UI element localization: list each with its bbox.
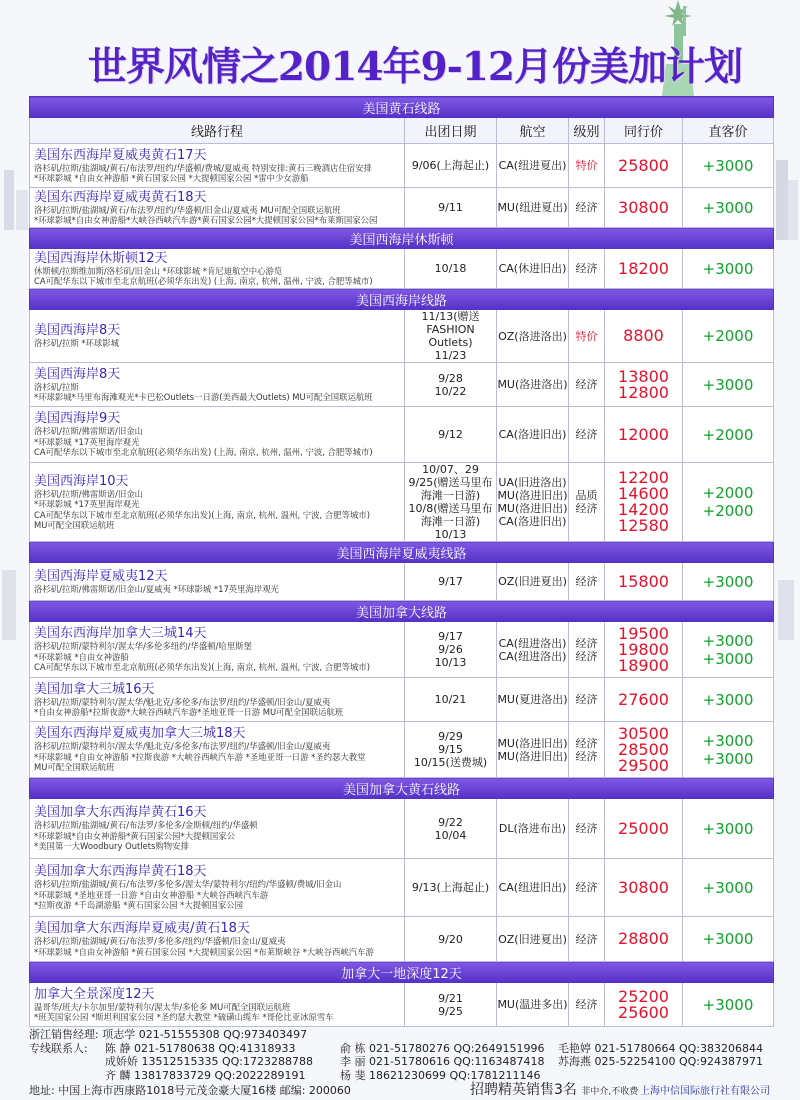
direct-price: +3000 +3000	[683, 722, 774, 778]
route-details: 洛杉矶/拉斯/盐湖城/黄石/布法罗/纽约/华盛顿/旧金山/夏威夷 MU可配全国联运航班 *环球影城*自由女神游船*大峡谷西峡汽车游*黄石国家公园*大提顿国家公园*布莱斯国家公园	[34, 204, 378, 225]
direct-price: +2000	[683, 310, 774, 363]
section-title: 美国加拿大黄石线路	[30, 778, 774, 799]
airline: MU(温进多出)	[497, 983, 569, 1027]
route-name: 美国加拿大东西海岸夏威夷/黄石18天	[34, 921, 250, 936]
route-details: 洛杉矶/拉斯/佛雷斯诺/旧金山 *环球影城 *17英里海岸观光 CA可配华东以下城市至北京航班(必须华东出发)(上海, 南京, 杭州, 温州, 宁波, 合肥等城市) MU可配全国联运航班	[34, 488, 371, 530]
contact-row	[29, 1069, 779, 1083]
city-skyline-left	[0, 150, 32, 650]
section-header-row	[30, 542, 774, 563]
route-details: 洛杉矶/拉斯/佛雷斯诺/旧金山 *环球影城 *17英里海岸观光 CA可配华东以下城市至北京航班(必须华东出发) (上海, 南京, 杭州, 温州, 宁波, 合肥等城市)	[34, 426, 373, 458]
airline: MU(洛进旧出) MU(洛进旧出)	[497, 722, 569, 778]
departure-dates: 9/20	[405, 917, 497, 962]
class-level: 经济 经济	[569, 722, 605, 778]
direct-price: +3000 +3000	[683, 622, 774, 678]
airline: OZ(洛进洛出)	[497, 310, 569, 363]
route-description	[30, 188, 405, 228]
contact-entry: 苏海燕 025-52254100 QQ:924387971	[558, 1055, 763, 1068]
company-name: 上海中信国际旅行社有限公司	[640, 1086, 770, 1097]
departure-dates: 9/11	[405, 188, 497, 228]
column-header: 线路行程	[30, 118, 405, 144]
route-description	[30, 144, 405, 188]
direct-price: +3000	[683, 363, 774, 407]
route-description	[30, 983, 405, 1027]
departure-dates: 11/13(赠送FASHION Outlets) 11/23	[405, 310, 497, 363]
section-title: 加拿大一地深度12天	[30, 962, 774, 983]
section-title: 美国西海岸休斯顿	[30, 228, 774, 249]
route-row	[30, 407, 774, 463]
section-header-row	[30, 962, 774, 983]
contacts-label: 专线联系人:	[29, 1041, 88, 1055]
trade-price: 15800	[605, 563, 683, 601]
route-row	[30, 563, 774, 601]
direct-price: +3000	[683, 249, 774, 289]
contact-entry: 李 丽 021-51780616 QQ:1163487418	[340, 1055, 545, 1068]
route-details: 休斯顿/拉斯维加斯/洛杉矶/旧金山 *环球影城 *肯尼迪航空中心游览 CA可配华东以下城市至北京航班(必须华东出发) (上海, 南京, 杭州, 温州, 宁波, 合肥等城市)	[34, 265, 373, 286]
direct-price: +3000	[683, 983, 774, 1027]
column-header: 出团日期	[405, 118, 497, 144]
departure-dates: 9/13(上海起止)	[405, 859, 497, 917]
class-level: 经济 经济	[569, 622, 605, 678]
airline: OZ(旧进夏出)	[497, 563, 569, 601]
direct-price: +2000 +2000	[683, 463, 774, 542]
contacts-label	[29, 1055, 105, 1069]
trade-price: 12000	[605, 407, 683, 463]
section-header-row	[30, 601, 774, 622]
route-row	[30, 983, 774, 1027]
trade-price: 8800	[605, 310, 683, 363]
direct-price: +3000	[683, 799, 774, 859]
route-details: 温哥华/班夫/卡尔加里/蒙特利尔/渥太华/多伦多 MU可配全国联运航班 *班芙国家公园 *斯坦利国家公园 *圣约瑟大教堂 *硫磺山缆车 *哥伦比亚冰原雪车	[34, 1001, 334, 1022]
route-name: 美国西海岸8天	[34, 323, 121, 339]
section-header-row	[30, 228, 774, 249]
route-row	[30, 463, 774, 542]
section-title: 美国加拿大线路	[30, 601, 774, 622]
contact-entry: 齐 麟 13817833729 QQ:2022289191	[105, 1068, 306, 1082]
airline: CA(纽进旧出)	[497, 859, 569, 917]
route-description	[30, 622, 405, 678]
departure-dates: 9/12	[405, 407, 497, 463]
section-header-row	[30, 289, 774, 310]
route-row	[30, 799, 774, 859]
route-description	[30, 407, 405, 463]
route-row	[30, 249, 774, 289]
itinerary-table	[29, 96, 774, 1027]
airline: MU(夏进洛出)	[497, 678, 569, 722]
airline: OZ(旧进夏出)	[497, 917, 569, 962]
class-level: 经济	[569, 678, 605, 722]
route-details: 洛杉矶/拉斯/蒙特利尔/渥太华/魁北克/多伦多/布法罗/纽约/华盛顿/旧金山/夏威夷 *自由女神游船*拉斯夜游*大峡谷西峡汽车游*圣地亚哥一日游 MU可配全国联运航班	[34, 696, 344, 717]
route-row	[30, 859, 774, 917]
contact-row	[29, 1055, 779, 1069]
route-name: 美国东西海岸夏威夷黄石18天	[34, 189, 207, 205]
route-name: 美国西海岸夏威夷12天	[34, 568, 168, 584]
route-row	[30, 678, 774, 722]
route-name: 美国东西海岸加拿大三城14天	[34, 626, 207, 642]
route-name: 美国加拿大三城16天	[34, 681, 155, 697]
class-level: 经济	[569, 983, 605, 1027]
route-description	[30, 799, 405, 859]
airline: CA(纽进洛出) CA(纽进洛出)	[497, 622, 569, 678]
route-row	[30, 722, 774, 778]
class-level: 经济	[569, 363, 605, 407]
header	[0, 0, 800, 96]
airline: CA(洛进旧出)	[497, 407, 569, 463]
trade-price: 27600	[605, 678, 683, 722]
direct-price: +3000	[683, 188, 774, 228]
column-header: 级别	[569, 118, 605, 144]
departure-dates: 10/18	[405, 249, 497, 289]
trade-price: 25000	[605, 799, 683, 859]
direct-price: +3000	[683, 917, 774, 962]
class-level: 特价	[569, 144, 605, 188]
class-level: 经济	[569, 563, 605, 601]
route-details: 洛杉矶/拉斯 *环球影城	[34, 338, 120, 349]
route-details: 洛杉矶/拉斯/盐湖城/黄石/布法罗/多伦多/渥太华/蒙特利尔/纽约/华盛顿/费城/旧金山 *环球影城 *圣地亚哥一日游 *自由女神游船 *大峡谷西峡汽车游 *拉斯夜游 *千岛湖游船 *黄石国家公园 *大提顿国家公园	[34, 879, 342, 911]
contact-row	[29, 1042, 779, 1056]
class-level: 经济	[569, 407, 605, 463]
column-header-row	[30, 118, 774, 144]
recruit-notice	[470, 1079, 638, 1099]
route-row	[30, 188, 774, 228]
contacts-label	[29, 1069, 105, 1083]
airline: DL(洛进布出)	[497, 799, 569, 859]
trade-price: 30500 28500 29500	[605, 722, 683, 778]
section-header-row	[30, 97, 774, 118]
route-name: 美国东西海岸夏威夷黄石17天	[34, 147, 207, 163]
trade-price: 25800	[605, 144, 683, 188]
route-details: 洛杉矶/拉斯/蒙特利尔/渥太华/多伦多纽约/华盛顿/哈里斯堡 *环球影城 *自由女神游船 CA可配华东以下城市至北京航班(必须华东出发)(上海, 南京, 杭州, 温州, 宁波, 合肥等城市)	[34, 641, 371, 673]
class-level: 经济	[569, 188, 605, 228]
section-title: 美国西海岸夏威夷线路	[30, 542, 774, 563]
contact-entry: 杨 斐 18621230699 QQ:1781211146	[340, 1068, 541, 1082]
departure-dates: 9/21 9/25	[405, 983, 497, 1027]
trade-price: 28800	[605, 917, 683, 962]
airline: CA(纽进夏出)	[497, 144, 569, 188]
city-skyline-right	[772, 150, 800, 650]
section-title: 美国黄石线路	[30, 97, 774, 118]
route-description	[30, 563, 405, 601]
contact-entry: 成娇娇 13512515335 QQ:1723288788	[105, 1055, 313, 1068]
departure-dates: 9/06(上海起止)	[405, 144, 497, 188]
departure-dates: 9/17	[405, 563, 497, 601]
recruit-text: 招聘精英销售3名	[470, 1082, 577, 1098]
route-name: 美国西海岸休斯顿12天	[34, 250, 168, 266]
route-details: 洛杉矶/拉斯/盐湖城/黄石/布法罗/纽约/华盛顿/费城/夏威夷 特别安排:黄石三晚酒店住宿安排 *环球影城 *自由女神游船 *黄石国家公园 *大提顿国家公园 *雷中少女游船	[34, 162, 372, 183]
contact-entry: 俞 栋 021-51780276 QQ:2649151996	[340, 1041, 545, 1055]
class-level: 品质 经济	[569, 463, 605, 542]
airline: CA(休进旧出)	[497, 249, 569, 289]
contact-entry: 陈 静 021-51780638 QQ:41318933	[105, 1041, 296, 1055]
class-level: 经济	[569, 249, 605, 289]
departure-dates: 9/22 10/04	[405, 799, 497, 859]
route-row	[30, 363, 774, 407]
route-row	[30, 917, 774, 962]
section-header-row	[30, 778, 774, 799]
route-row	[30, 310, 774, 363]
trade-price: 30800	[605, 859, 683, 917]
direct-price: +3000	[683, 859, 774, 917]
route-name: 加拿大全景深度12天	[34, 986, 155, 1002]
direct-price: +3000	[683, 563, 774, 601]
airline: MU(洛进洛出)	[497, 363, 569, 407]
route-details: 洛杉矶/拉斯/盐湖城/黄石/布法罗/多伦多/纽约/华盛顿/旧金山/夏威夷 *环球影城 *自由女神游船 *黄石国家公园 *大提顿国家公园 *布莱斯峡谷 *大峡谷西峡汽车游	[34, 936, 374, 957]
route-row	[30, 622, 774, 678]
trade-price: 25200 25600	[605, 983, 683, 1027]
route-name: 美国西海岸10天	[34, 473, 129, 489]
route-description	[30, 310, 405, 363]
departure-dates: 10/07、29 9/25(赠送马里布海滩一日游) 10/8(赠送马里布海滩一日游) 10/13	[405, 463, 497, 542]
airline: MU(纽进夏出)	[497, 188, 569, 228]
class-level: 经济	[569, 859, 605, 917]
trade-price: 30800	[605, 188, 683, 228]
class-level: 经济	[569, 799, 605, 859]
departure-dates: 9/29 9/15 10/15(送费城)	[405, 722, 497, 778]
route-description	[30, 917, 405, 962]
departure-dates: 9/17 9/26 10/13	[405, 622, 497, 678]
trade-price: 13800 12800	[605, 363, 683, 407]
route-name: 美国加拿大东西海岸黄石18天	[34, 864, 207, 880]
section-title: 美国西海岸线路	[30, 289, 774, 310]
class-level: 特价	[569, 310, 605, 363]
route-description	[30, 678, 405, 722]
sales-manager: 浙江销售经理: 项志学 021-51555308 QQ:973403497	[29, 1028, 308, 1041]
direct-price: +3000	[683, 678, 774, 722]
column-header: 同行价	[605, 118, 683, 144]
column-header: 直客价	[683, 118, 774, 144]
trade-price: 18200	[605, 249, 683, 289]
route-description	[30, 249, 405, 289]
route-details: 洛杉矶/拉斯/蒙特利尔/渥太华/魁北克/多伦多/布法罗/纽约/华盛顿/旧金山/夏威夷 *环球影城 *自由女神游船 *拉斯夜游 *大峡谷西峡汽车游 *圣地亚哥一日游 *圣约瑟大教堂 MU可配全国联运航班	[34, 741, 366, 773]
route-description	[30, 722, 405, 778]
route-description	[30, 859, 405, 917]
airline: UA(旧进洛出) MU(洛进旧出) MU(洛进旧出) CA(洛进旧出)	[497, 463, 569, 542]
column-header: 航空	[497, 118, 569, 144]
route-details: 洛杉矶/拉斯/佛雷斯诺/旧金山/夏威夷 *环球影城 *17英里海岸观光	[34, 583, 280, 594]
footer-contacts	[29, 1028, 779, 1082]
route-name: 美国西海岸9天	[34, 411, 121, 427]
route-name: 美国加拿大东西海岸黄石16天	[34, 805, 207, 821]
route-details: 洛杉矶/拉斯/盐湖城/黄石/布法罗/多伦多/金斯顿/纽约/华盛顿 *环球影城*自由女神游船*黄石国家公园*大提顿国家公 *美国第一大Woodbury Outlets购物安排	[34, 820, 258, 852]
contact-entry: 毛艳婷 021-51780664 QQ:383206844	[558, 1041, 763, 1055]
direct-price: +2000	[683, 407, 774, 463]
departure-dates: 9/28 10/22	[405, 363, 497, 407]
route-name: 美国东西海岸夏威夷加拿大三城18天	[34, 726, 246, 742]
page-title: 世界风情之2014年9-12月份美加计划	[87, 44, 743, 90]
route-description	[30, 463, 405, 542]
route-description	[30, 363, 405, 407]
route-details: 洛杉矶/拉斯 *环球影城*马里布海滩观光*卡巴松Outlets一日游(美西最大Outlets) MU可配全国联运航班	[34, 381, 373, 402]
trade-price: 19500 19800 18900	[605, 622, 683, 678]
address: 地址: 中国上海市西康路1018号元茂金豪大厦16楼 邮编: 200060	[29, 1084, 351, 1097]
trade-price: 12200 14600 14200 12580	[605, 463, 683, 542]
direct-price: +3000	[683, 144, 774, 188]
recruit-note: 非中介,不收费	[581, 1087, 639, 1097]
route-row	[30, 144, 774, 188]
route-name: 美国西海岸8天	[34, 366, 121, 382]
departure-dates: 10/21	[405, 678, 497, 722]
class-level: 经济	[569, 917, 605, 962]
